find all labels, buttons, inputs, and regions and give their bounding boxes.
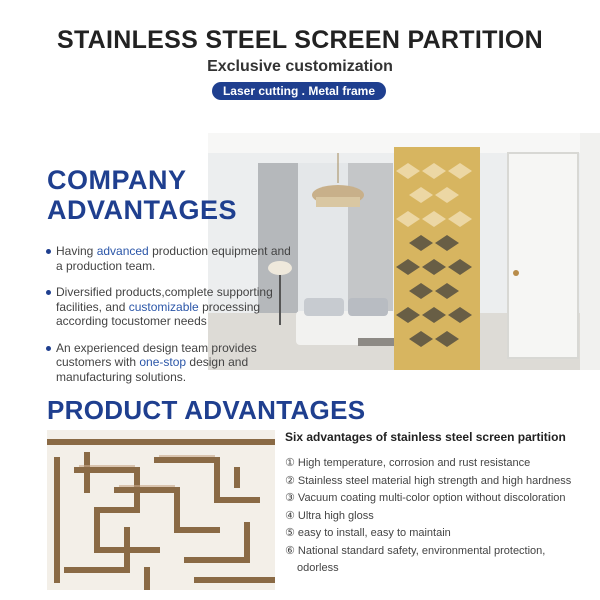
advantage-bullet: An experienced design team provides customers with one-stop design and manufacturing solutions. xyxy=(46,341,291,385)
page-title: STAINLESS STEEL SCREEN PARTITION xyxy=(56,26,544,54)
company-advantages-title: COMPANY ADVANTAGES xyxy=(47,165,238,225)
advantage-bullet: Diversified products,complete supporting facilities, and customizable processing according tocustomer needs xyxy=(46,285,291,329)
company-advantages-list xyxy=(46,244,291,396)
page-subtitle: Exclusive customization xyxy=(207,58,393,75)
product-advantages-title: PRODUCT ADVANTAGES xyxy=(47,395,366,425)
list-item: ④ Ultra high gloss xyxy=(285,509,374,522)
advantage-bullet: Having advanced production equipment and a production team. xyxy=(46,244,291,273)
list-item: ① High temperature, corrosion and rust resistance xyxy=(285,457,531,469)
list-item: odorless xyxy=(297,562,339,574)
list-item: ② Stainless steel material high strength and high hardness xyxy=(285,474,572,487)
feature-pill: Laser cutting . Metal frame xyxy=(212,82,386,100)
bronze-screen-photo xyxy=(47,430,275,590)
list-item: ⑤ easy to install, easy to maintain xyxy=(285,527,451,539)
product-advantages-list xyxy=(285,455,585,578)
list-item: ⑥ National standard safety, environmental protection, xyxy=(285,544,546,557)
list-item: ③ Vacuum coating multi-color option without discoloration xyxy=(285,492,566,504)
six-advantages-heading: Six advantages of stainless steel screen partition xyxy=(285,430,566,444)
